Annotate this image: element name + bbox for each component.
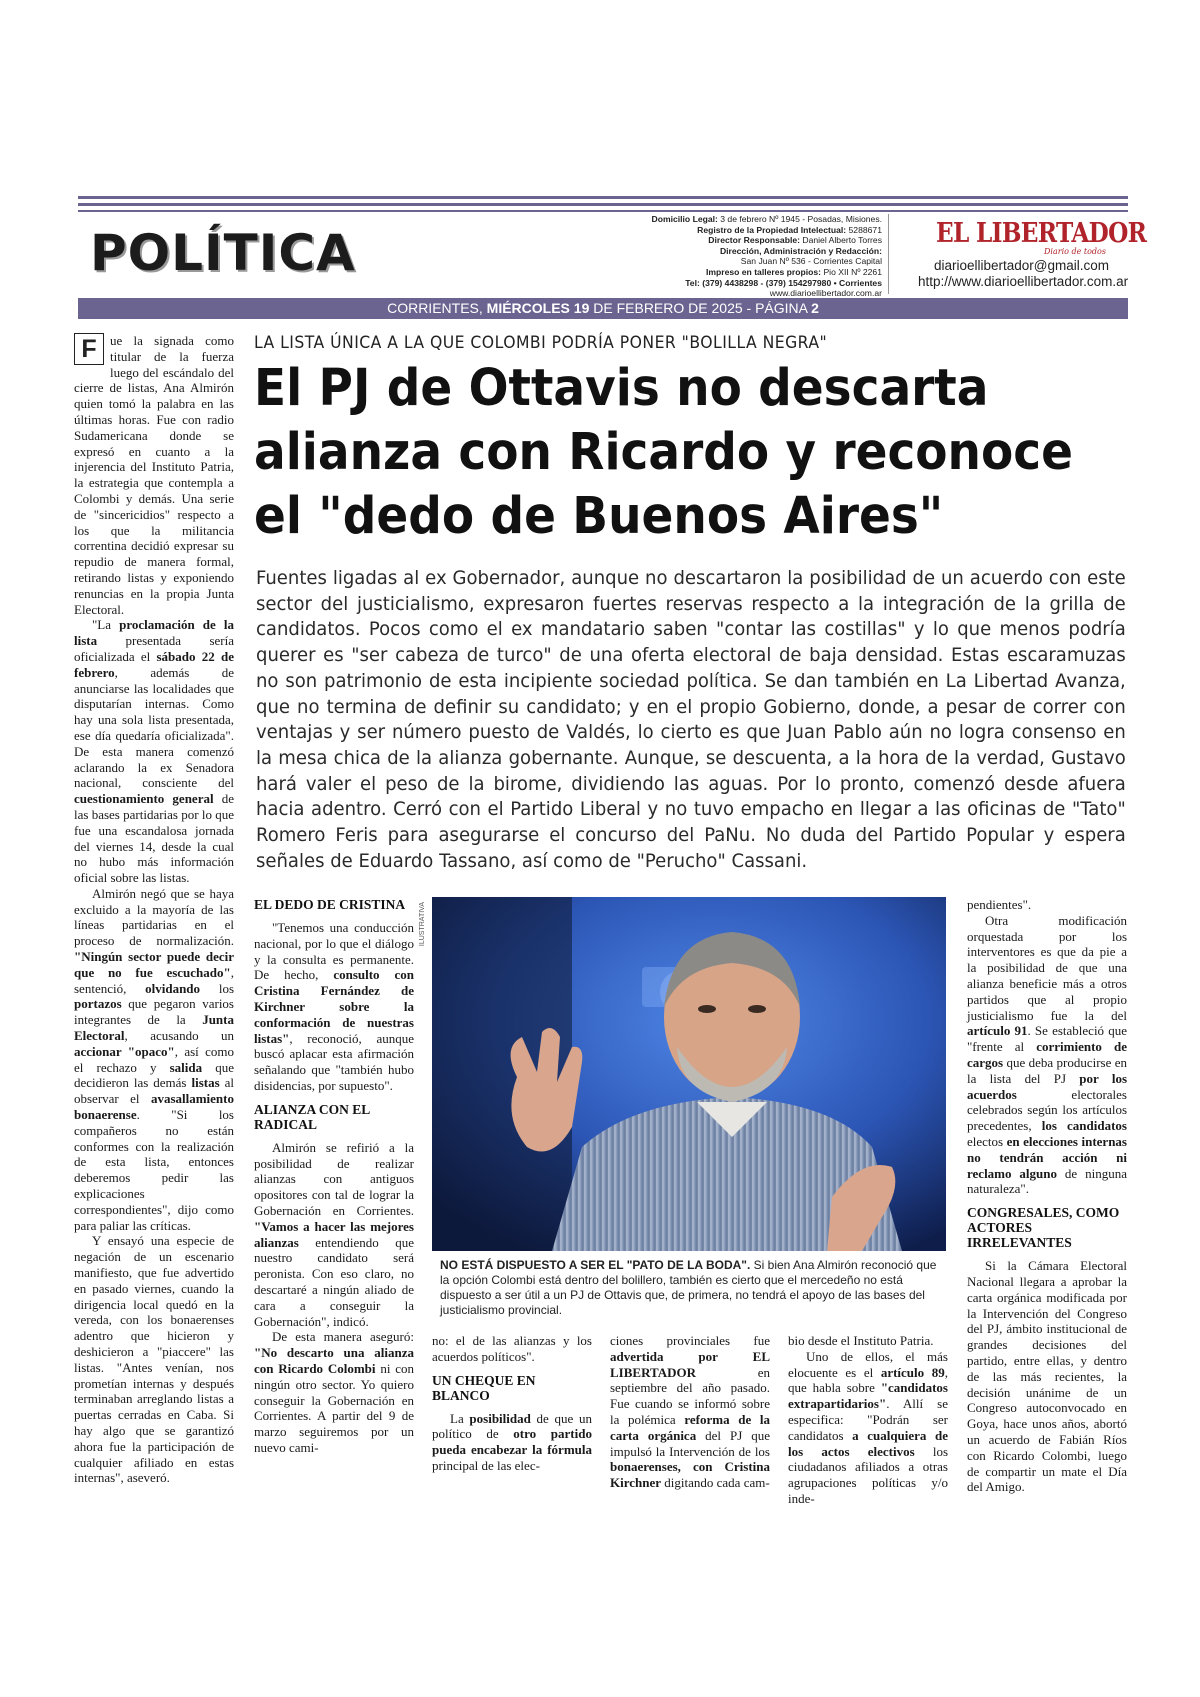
paragraph: De esta manera aseguró: "No descarto una alianza con Ricardo Colombi ni con ningún otro sector. Yo quiero conseguir la Gobernación en Corrientes. A partir del 9 de marzo seguiremos por un nuevo cami- <box>254 1329 414 1455</box>
paragraph: "Tenemos una conducción nacional, por lo que el diálogo y la consulta es permanente. De hecho, consulto con Cristina Fernández de Kirchner sobre la conformación de nuestras listas", reconoció, aunque buscó aplacar esta afirmación señalando que "también hubo disidencias, por supuesto". <box>254 920 414 1093</box>
paragraph: Si la Cámara Electoral Nacional llegara a aprobar la carta orgánica modificada por la Intervención del Congreso del PJ, ámbito institucional de grandes decisiones del partido, entre ellas, y dentro de las más recientes, la decisión unánime de un Congreso autoconvocado en Goya, hace unos años, abortó un acuerdo de Fabián Ríos con Ricardo Colombi, luego de compartir un mate el Día del Amigo. <box>967 1258 1127 1495</box>
masthead-divider <box>888 214 889 294</box>
paragraph: Uno de ellos, el más elocuente es el artículo 89, que habla sobre "candidatos extrapartidarios". Allí se especifica: "Podrán ser candidatos a cualquiera de los actos electivos los ciudadanos afiliados a otras agrupaciones políticas y/o inde- <box>788 1348 949 1506</box>
paragraph: "La proclamación de la lista presentada sería oficializada el sábado 22 de febrero, además de anunciarse las localidades que disputarían internas. Como hay una sola lista presentada, ese día quedaría oficializada". De esta manera comenzó aclarando la ex Senadora nacional, consciente del cuestionamiento general de las bases partidarias por lo que fue una escandalosa jornada del viernes 14, desde la cual no hubo más información oficial sobre las listas. <box>74 617 234 886</box>
body-column-1 <box>74 333 234 1486</box>
body-column-4 <box>610 1333 770 1491</box>
drop-cap: F <box>74 333 104 365</box>
top-rule-3 <box>78 210 1128 212</box>
body-column-3 <box>432 1333 592 1474</box>
paragraph: Y ensayó una especie de negación de un escenario manifiesto, que fue advertido en pasado viernes, cuando la dirigencia local quedó en la vereda, con los bonaerenses adentro que hicieron y deshicieron a "piaccere" las listas. "Antes venían, nos prometían internas y después terminaban arreglando listas a puertas cerradas en Caba. Si hay algo que se garantizó ahora fue la participación de cualquier afiliado en estas internas", aseveró. <box>74 1233 234 1486</box>
paragraph: pendientes". <box>967 897 1032 912</box>
paragraph: ciones provinciales fue advertida por EL LIBERTADOR en septiembre del año pasado. Fue cuando se informó sobre la polémica reforma de la carta orgánica del PJ que impulsó la Intervención de los bonaerenses, con Cristina Kirchner digitando cada cam- <box>610 1333 770 1491</box>
paragraph: La posibilidad de que un político de otro partido pueda encabezar la fórmula principal de las elec- <box>432 1410 592 1473</box>
top-rule-2 <box>78 203 1128 206</box>
body-column-6 <box>967 897 1127 1495</box>
article-lede: Fuentes ligadas al ex Gobernador, aunque no descartaron la posibilidad de un acuerdo con este sector del justicialismo, expresaron fuertes reservas respecto a la integración de la grilla de candidatos. Pocos como el ex mandatario saben "contar las costillas" y lo que menos podría querer es "ser cabeza de turco" de una oferta electoral de baja densidad. Estas escaramuzas no son patrimonio de esta incipiente sociedad política. Se dan también en La Libertad Avanza, que no termina de definir su candidato; y en el propio Gobierno, donde, a pesar de correr con ventajas y ser número puesto de Valdés, lo cierto es que Juan Pablo aún no logra consenso en la mesa chica de la alianza gobernante. Aunque, se descuenta, a la hora de la verdad, Gustavo hará valer el peso de la birome, dividiendo las aguas. Por lo pronto, comenzó desde afuera hacia adentro. Cerró con el Partido Liberal y no tuvo empacho en llegar a las oficinas de "Tato" Romero Feris para asegurarse el concurso del PaNu. No duda del Partido Popular y espera señales de Eduardo Tassano, así como de "Perucho" Cassani. <box>256 568 1126 872</box>
newspaper-logo: EL LIBERTADOR <box>936 218 1147 249</box>
article-headline <box>254 356 1138 548</box>
section-title: POLÍTICA <box>90 224 356 282</box>
photo-credit: ILUSTRATIVA <box>419 902 426 947</box>
subhead: UN CHEQUE EN BLANCO <box>432 1372 536 1403</box>
top-rule-1 <box>78 196 1128 199</box>
paragraph: Almirón negó que se haya excluido a la mayoría de las líneas partidarias en el proceso de normalización. "Ningún sector puede decir que no fue escuchado", sentenció, olvidando los portazos que pegaron varios integrantes de la Junta Electoral, acusando un accionar "opaco", así como el rechazo y salida que decidieron las demás listas al observar el avasallamiento bonaerense. "Si los compañeros no están conformes con la realización de esta lista, entonces deberemos pedir las explicaciones correspondientes", dijo como para paliar las críticas. <box>74 885 235 1233</box>
contact-email[interactable]: diarioellibertador@gmail.com <box>934 258 1110 273</box>
subhead: CONGRESALES, COMO ACTORES IRRELEVANTES <box>967 1205 1120 1251</box>
paragraph: Almirón se refirió a la posibilidad de realizar alianzas con antiguos opositores con tal de lograr la Gobernación en Corrientes. "Vamos a hacer las mejores alianzas entendiendo que nuestro candidato será peronista. Con eso claro, no descartaré a ningún aliado de cara a conseguir la Gobernación", indicó. <box>254 1139 414 1329</box>
subhead: EL DEDO DE CRISTINA <box>254 897 406 912</box>
headline-line-2: alianza con Ricardo y reconoce <box>254 422 1073 481</box>
subhead: ALIANZA CON EL RADICAL <box>254 1101 370 1132</box>
article-photo <box>432 897 946 1251</box>
body-column-2 <box>254 897 414 1456</box>
article-kicker: LA LISTA ÚNICA A LA QUE COLOMBI PODRÍA PONER "BOLILLA NEGRA" <box>254 333 828 353</box>
logo-tagline: Diario de todos <box>1044 247 1106 256</box>
paragraph: F ue la signada como titular de la fuerza luego del escándalo del cierre de listas, Ana Almirón quien tomó la palabra en las últimas horas. Fue con radio Sudamericana donde se expresó en cuanto a la injerencia del Instituto Patria, la estrategia que contempla a Colombi y demás. Una serie de "sincericidios" respecto a los que la militancia correntina decidió expresar su repudio de manera formal, retirando listas y exponiendo renuncias en la propia Junta Electoral. <box>74 333 234 617</box>
photo-caption: NO ESTÁ DISPUESTO A SER EL "PATO DE LA BODA". Si bien Ana Almirón reconoció que la opción Colombi está dentro del bolillero, también es cierto que el mercedeño no está dispuesto a ser útil a un PJ de Ottavis que, de primera, no tendrá el apoyo de las bases del justicialismo provincial. <box>440 1258 937 1317</box>
photo-illustration <box>432 897 946 1251</box>
paragraph: bio desde el Instituto Patria. <box>788 1333 934 1348</box>
dateline-bar: CORRIENTES, MIÉRCOLES 19 DE FEBRERO DE 2025 - PÁGINA 2 <box>78 298 1128 319</box>
paragraph: Otra modificación orquestada por los interventores es que da pie a la posibilidad de que una alianza beneficie más a otros partidos que al propio justicialismo fue la del artículo 91. Se estableció que "frente al corrimiento de cargos que deba producirse en la lista del PJ por los acuerdos electorales celebrados según los artículos precedentes, los candidatos electos en elecciones internas no tendrán acción ni reclamo alguno de ninguna naturaleza". <box>967 912 1128 1197</box>
headline-line-3: el "dedo de Buenos Aires" <box>254 486 944 545</box>
headline-line-1: El PJ de Ottavis no descarta <box>254 358 989 417</box>
body-column-5 <box>788 1333 948 1507</box>
paragraph: no: el de las alianzas y los acuerdos políticos". <box>432 1333 592 1364</box>
website-link[interactable]: http://www.diarioellibertador.com.ar <box>918 274 1129 289</box>
imprint-block: Domicilio Legal: 3 de febrero Nº 1945 - Posadas, Misiones. Registro de la Propiedad Intelectual: 5288671 Director Responsable: Daniel Alberto Torres Dirección, Administración y Redacción: San Juan Nº 536 - Corrientes Capital Impreso en talleres propios: Pio XII Nº 2261 Tel: (379) 4438298 - (379) 154297980 • Corrientes www.diarioellibertador.com.ar <box>651 214 882 299</box>
